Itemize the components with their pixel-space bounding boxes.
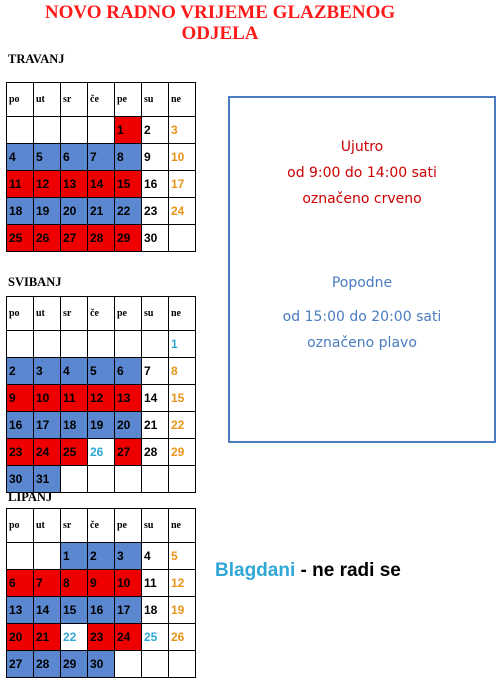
day-cell: 5 xyxy=(88,358,115,385)
title-line-1: NOVO RADNO VRIJEME GLAZBENOG xyxy=(44,2,396,23)
weekday-header: ne xyxy=(169,83,196,117)
day-cell: 26 xyxy=(88,439,115,466)
weekday-header: su xyxy=(142,297,169,331)
week-row xyxy=(7,624,196,651)
day-cell: 2 xyxy=(7,358,34,385)
morning-title: Ujutro xyxy=(340,139,384,155)
weekday-header: sr xyxy=(61,83,88,117)
page-title xyxy=(0,2,440,44)
day-cell: 8 xyxy=(61,570,88,597)
day-cell: 23 xyxy=(88,624,115,651)
week-row xyxy=(7,117,196,144)
day-cell xyxy=(142,651,169,678)
weekday-header-row xyxy=(7,509,196,543)
day-cell: 10 xyxy=(34,385,61,412)
weekday-header-row xyxy=(7,83,196,117)
day-cell: 7 xyxy=(142,358,169,385)
day-cell: 16 xyxy=(88,597,115,624)
day-cell: 22 xyxy=(61,624,88,651)
holiday-label: Blagdani xyxy=(215,560,296,581)
weekday-header: pe xyxy=(115,297,142,331)
day-cell: 14 xyxy=(34,597,61,624)
day-cell xyxy=(61,331,88,358)
day-cell: 10 xyxy=(169,144,196,171)
holiday-note: - ne radi se xyxy=(295,560,401,581)
calendar-travanj xyxy=(6,82,196,252)
day-cell: 3 xyxy=(34,358,61,385)
weekday-header: ne xyxy=(169,509,196,543)
day-cell: 1 xyxy=(169,331,196,358)
weekday-header: sr xyxy=(61,509,88,543)
week-row xyxy=(7,331,196,358)
day-cell: 28 xyxy=(142,439,169,466)
day-cell xyxy=(88,117,115,144)
day-cell: 19 xyxy=(88,412,115,439)
day-cell: 13 xyxy=(61,171,88,198)
day-cell xyxy=(142,331,169,358)
week-row xyxy=(7,543,196,570)
week-row xyxy=(7,570,196,597)
day-cell: 20 xyxy=(7,624,34,651)
title-line-2: ODJELA xyxy=(181,23,259,44)
day-cell: 29 xyxy=(115,225,142,252)
day-cell: 6 xyxy=(115,358,142,385)
day-cell: 12 xyxy=(88,385,115,412)
evening-title: Popodne xyxy=(331,275,393,291)
week-row xyxy=(7,385,196,412)
day-cell: 24 xyxy=(34,439,61,466)
week-row xyxy=(7,439,196,466)
weekday-header: su xyxy=(142,83,169,117)
week-row xyxy=(7,358,196,385)
day-cell: 26 xyxy=(169,624,196,651)
week-row xyxy=(7,651,196,678)
day-cell: 16 xyxy=(7,412,34,439)
day-cell: 15 xyxy=(61,597,88,624)
day-cell: 24 xyxy=(115,624,142,651)
morning-shift-info xyxy=(230,134,494,212)
day-cell: 4 xyxy=(142,543,169,570)
day-cell: 19 xyxy=(34,198,61,225)
day-cell xyxy=(142,466,169,493)
day-cell xyxy=(34,543,61,570)
day-cell: 29 xyxy=(169,439,196,466)
day-cell: 21 xyxy=(142,412,169,439)
working-hours-box xyxy=(228,96,496,443)
day-cell: 21 xyxy=(34,624,61,651)
weekday-header: su xyxy=(142,509,169,543)
day-cell: 12 xyxy=(34,171,61,198)
day-cell: 3 xyxy=(115,543,142,570)
day-cell: 1 xyxy=(115,117,142,144)
day-cell: 22 xyxy=(115,198,142,225)
day-cell xyxy=(34,117,61,144)
weekday-header: sr xyxy=(61,297,88,331)
day-cell: 8 xyxy=(169,358,196,385)
weekday-header: pe xyxy=(115,83,142,117)
day-cell: 24 xyxy=(169,198,196,225)
day-cell: 18 xyxy=(61,412,88,439)
day-cell xyxy=(61,466,88,493)
day-cell: 9 xyxy=(7,385,34,412)
day-cell xyxy=(34,331,61,358)
day-cell: 26 xyxy=(34,225,61,252)
day-cell: 23 xyxy=(7,439,34,466)
day-cell: 4 xyxy=(61,358,88,385)
weekday-header: če xyxy=(88,83,115,117)
week-row xyxy=(7,171,196,198)
week-row xyxy=(7,412,196,439)
day-cell: 6 xyxy=(7,570,34,597)
day-cell xyxy=(169,651,196,678)
day-cell: 17 xyxy=(115,597,142,624)
day-cell: 7 xyxy=(34,570,61,597)
day-cell xyxy=(7,543,34,570)
day-cell: 22 xyxy=(169,412,196,439)
day-cell: 19 xyxy=(169,597,196,624)
calendar-svibanj xyxy=(6,296,196,493)
day-cell: 11 xyxy=(142,570,169,597)
weekday-header: pe xyxy=(115,509,142,543)
day-cell: 27 xyxy=(61,225,88,252)
day-cell: 18 xyxy=(7,198,34,225)
day-cell: 17 xyxy=(169,171,196,198)
day-cell: 20 xyxy=(115,412,142,439)
weekday-header: če xyxy=(88,509,115,543)
day-cell: 28 xyxy=(88,225,115,252)
day-cell: 14 xyxy=(88,171,115,198)
evening-shift-info xyxy=(230,270,494,356)
day-cell: 28 xyxy=(34,651,61,678)
day-cell: 6 xyxy=(61,144,88,171)
day-cell: 13 xyxy=(115,385,142,412)
day-cell xyxy=(115,651,142,678)
day-cell xyxy=(115,466,142,493)
day-cell: 10 xyxy=(115,570,142,597)
day-cell: 27 xyxy=(7,651,34,678)
month-title-lipanj: LIPANJ xyxy=(8,490,53,504)
day-cell: 9 xyxy=(88,570,115,597)
day-cell: 18 xyxy=(142,597,169,624)
weekday-header-row xyxy=(7,297,196,331)
holiday-legend xyxy=(215,560,401,582)
weekday-header: ut xyxy=(34,83,61,117)
day-cell: 13 xyxy=(7,597,34,624)
weekday-header: če xyxy=(88,297,115,331)
weekday-header: po xyxy=(7,297,34,331)
month-title-travanj: TRAVANJ xyxy=(8,52,65,66)
day-cell: 30 xyxy=(88,651,115,678)
day-cell: 8 xyxy=(115,144,142,171)
day-cell: 25 xyxy=(7,225,34,252)
day-cell: 1 xyxy=(61,543,88,570)
week-row xyxy=(7,144,196,171)
day-cell: 5 xyxy=(169,543,196,570)
day-cell xyxy=(7,331,34,358)
day-cell xyxy=(115,331,142,358)
day-cell: 25 xyxy=(142,624,169,651)
day-cell: 4 xyxy=(7,144,34,171)
day-cell xyxy=(169,225,196,252)
day-cell: 23 xyxy=(142,198,169,225)
weekday-header: ut xyxy=(34,509,61,543)
day-cell: 21 xyxy=(88,198,115,225)
week-row xyxy=(7,597,196,624)
day-cell: 15 xyxy=(169,385,196,412)
day-cell: 11 xyxy=(61,385,88,412)
weekday-header: ut xyxy=(34,297,61,331)
weekday-header: po xyxy=(7,83,34,117)
day-cell: 25 xyxy=(61,439,88,466)
day-cell: 2 xyxy=(88,543,115,570)
day-cell: 20 xyxy=(61,198,88,225)
day-cell: 30 xyxy=(7,466,34,493)
day-cell: 27 xyxy=(115,439,142,466)
day-cell xyxy=(61,117,88,144)
evening-hours: od 15:00 do 20:00 sati xyxy=(282,309,442,325)
day-cell: 16 xyxy=(142,171,169,198)
day-cell: 5 xyxy=(34,144,61,171)
day-cell: 9 xyxy=(142,144,169,171)
morning-note: označeno crveno xyxy=(302,191,422,207)
week-row xyxy=(7,466,196,493)
week-row xyxy=(7,198,196,225)
day-cell: 11 xyxy=(7,171,34,198)
day-cell: 29 xyxy=(61,651,88,678)
day-cell: 31 xyxy=(34,466,61,493)
weekday-header: po xyxy=(7,509,34,543)
month-title-svibanj: SVIBANJ xyxy=(8,275,62,289)
day-cell xyxy=(169,466,196,493)
calendar-lipanj xyxy=(6,508,196,678)
weekday-header: ne xyxy=(169,297,196,331)
day-cell: 12 xyxy=(169,570,196,597)
day-cell xyxy=(88,331,115,358)
day-cell: 15 xyxy=(115,171,142,198)
day-cell: 3 xyxy=(169,117,196,144)
day-cell: 2 xyxy=(142,117,169,144)
evening-note: označeno plavo xyxy=(307,335,417,351)
day-cell xyxy=(88,466,115,493)
day-cell: 17 xyxy=(34,412,61,439)
week-row xyxy=(7,225,196,252)
day-cell xyxy=(7,117,34,144)
day-cell: 7 xyxy=(88,144,115,171)
day-cell: 30 xyxy=(142,225,169,252)
morning-hours: od 9:00 do 14:00 sati xyxy=(287,165,437,181)
day-cell: 14 xyxy=(142,385,169,412)
